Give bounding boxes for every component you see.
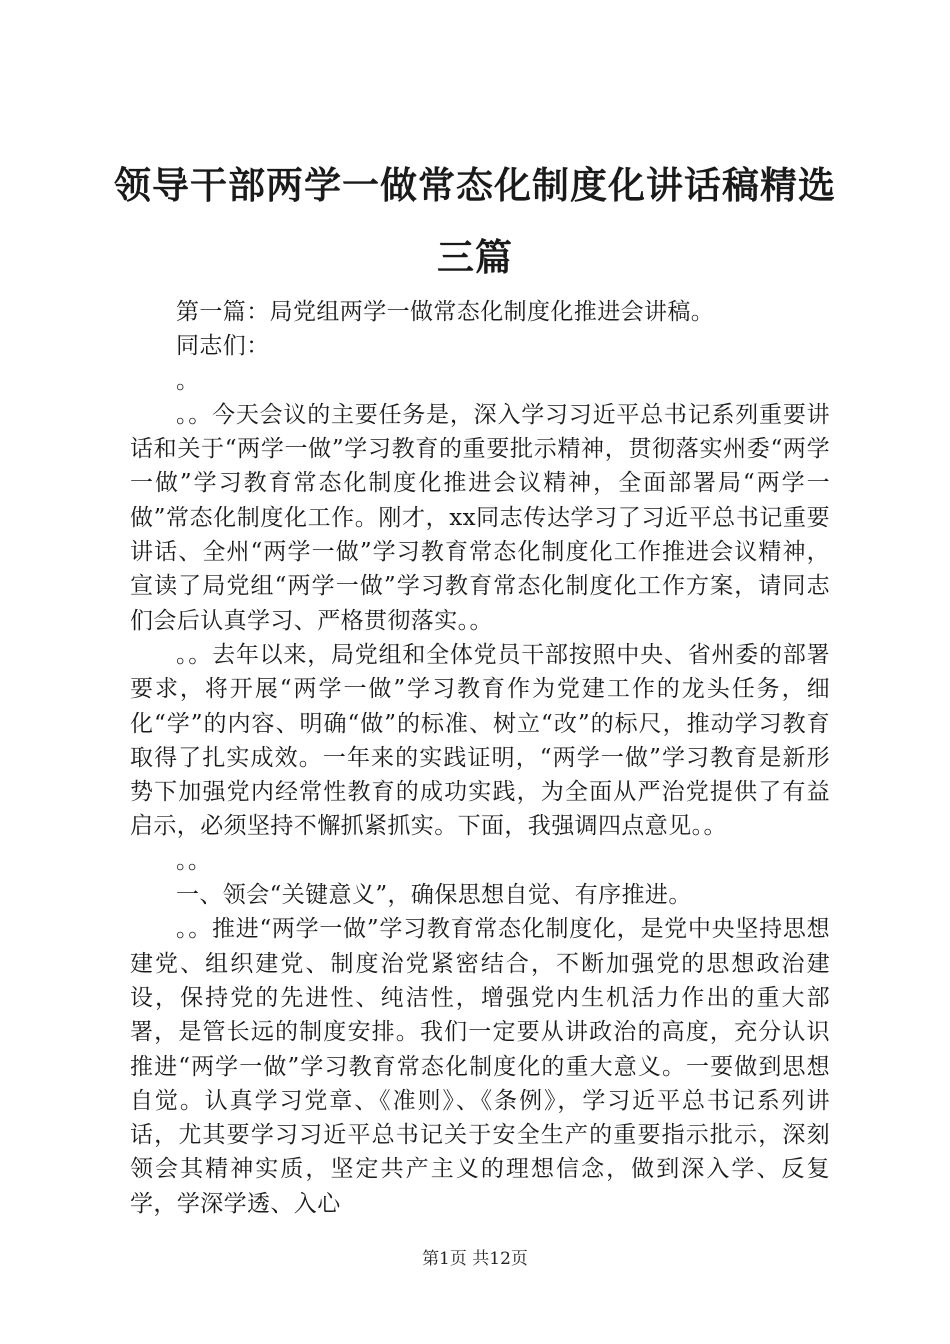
paragraph: 。。 [176, 847, 212, 874]
paragraph: 同志们： [176, 333, 270, 360]
page-number-footer: 第1页 共12页 [422, 1249, 528, 1269]
section-heading: 一、领会“关键意义”，确保思想自觉、有序推进。 [176, 882, 692, 909]
paragraph: 。 [176, 367, 200, 394]
paragraph: 。。推进“两学一做”学习教育常态化制度化，是党中央坚持思想建党、组织建党、制度治党紧密结合，不断加强党的思想政治建设，保持党的先进性、纯洁性，增强党内生机活力作出的重大部署，是管长远的制度安排。我们一定要从讲政治的高度，充分认识推进“两学一做”学习教育常态化制度化的重大意义。一要做到思想自觉。认真学习党章、《准则》、《条例》，学习近平总书记系列讲话，尤其要学习习近平总书记关于安全生产的重要指示批示，深刻领会其精神实质，坚定共产主义的理想信念，做到深入学、反复学，学深学透、入心 [130, 916, 830, 1217]
document-title: 领导干部两学一做常态化制度化讲话稿精选三篇 [114, 164, 836, 279]
paragraph: 。。去年以来，局党组和全体党员干部按照中央、省州委的部署要求，将开展“两学一做”学习教育作为党建工作的龙头任务，细化“学”的内容、明确“做”的标准、树立“改”的标尺，推动学习教育取得了扎实成效。一年来的实践证明，“两学一做”学习教育是新形势下加强党内经常性教育的成功实践，为全面从严治党提供了有益启示，必须坚持不懈抓紧抓实。下面，我强调四点意见。。 [130, 641, 830, 840]
paragraph: 第一篇：局党组两学一做常态化制度化推进会讲稿。 [176, 299, 715, 325]
paragraph: 。。今天会议的主要任务是，深入学习习近平总书记系列重要讲话和关于“两学一做”学习教育的重要批示精神，贯彻落实州委“两学一做”学习教育常态化制度化推进会议精神，全面部署局“两学一做”常态化制度化工作。刚才，xx同志传达学习了习近平总书记重要讲话、全州“两学一做”学习教育常态化制度化工作推进会议精神，宣读了局党组“两学一做”学习教育常态化制度化工作方案，请同志们会后认真学习、严格贯彻落实。。 [130, 401, 830, 634]
document-body [130, 295, 830, 1221]
